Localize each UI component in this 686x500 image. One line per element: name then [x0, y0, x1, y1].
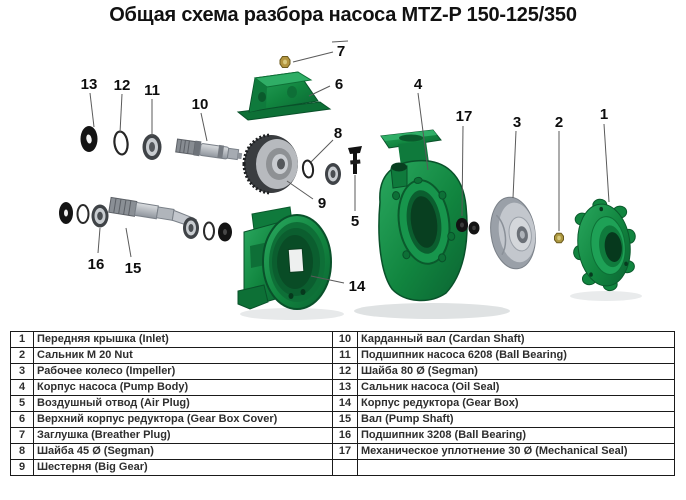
part-label-4: 4 — [413, 76, 423, 93]
part-number-cell: 7 — [11, 428, 34, 444]
part-name-cell: Верхний корпус редуктора (Gear Box Cover) — [34, 412, 333, 428]
part-label-15: 15 — [124, 260, 142, 277]
part-number-cell: 12 — [333, 364, 358, 380]
part-number-cell: 4 — [11, 380, 34, 396]
part-number-cell: 6 — [11, 412, 34, 428]
oil-seal-small-part — [59, 202, 73, 224]
part-name-cell: Корпус редуктора (Gear Box) — [358, 396, 675, 412]
bearing-mid-part — [183, 217, 199, 239]
gear-box-part — [238, 207, 331, 309]
bearing-small-part — [325, 163, 341, 185]
segman-45-part — [302, 160, 314, 178]
table-row — [11, 428, 675, 444]
part-number-cell: 13 — [333, 380, 358, 396]
part-number-cell: 5 — [11, 396, 34, 412]
table-row — [11, 332, 675, 348]
table-row — [11, 380, 675, 396]
part-label-11: 11 — [144, 82, 160, 99]
table-row — [11, 396, 675, 412]
part-number-cell: 15 — [333, 412, 358, 428]
segman-80-part — [113, 131, 129, 155]
big-gear-part — [244, 135, 298, 193]
part-name-cell: Механическое уплотнение 30 Ø (Mechanical Seal) — [358, 444, 675, 460]
part-label-9: 9 — [317, 195, 327, 212]
part-name-cell: Шестерня (Big Gear) — [34, 460, 333, 476]
part-name-cell: Сальник насоса (Oil Seal) — [358, 380, 675, 396]
seal-mid-part — [218, 223, 232, 242]
part-number-cell: 11 — [333, 348, 358, 364]
bearing-3208-part — [92, 205, 109, 228]
part-name-cell: Карданный вал (Cardan Shaft) — [358, 332, 675, 348]
part-label-7: 7 — [336, 43, 346, 60]
part-label-2: 2 — [554, 114, 564, 131]
part-label-8: 8 — [333, 125, 343, 142]
part-name-cell: Сальник M 20 Nut — [34, 348, 333, 364]
part-name-cell: Шайба 45 Ø (Segman) — [34, 444, 333, 460]
bearing-6208-part — [143, 134, 162, 160]
part-number-cell: 10 — [333, 332, 358, 348]
part-name-cell — [358, 460, 675, 476]
part-number-cell: 17 — [333, 444, 358, 460]
part-name-cell: Передняя крышка (Inlet) — [34, 332, 333, 348]
part-name-cell: Шайба 80 Ø (Segman) — [358, 364, 675, 380]
part-number-cell: 8 — [11, 444, 34, 460]
part-name-cell: Заглушка (Breather Plug) — [34, 428, 333, 444]
page-title: Общая схема разбора насоса MTZ-P 150-125/350 — [109, 4, 577, 26]
table-row — [11, 444, 675, 460]
breather-plug-part — [280, 57, 290, 68]
impeller-nut-part — [555, 233, 564, 243]
air-plug-part — [348, 146, 362, 174]
part-label-3: 3 — [512, 114, 522, 131]
oil-seal-part — [81, 126, 98, 152]
part-label-16: 16 — [87, 256, 105, 273]
table-row — [11, 412, 675, 428]
part-number-cell: 14 — [333, 396, 358, 412]
part-label-1: 1 — [599, 106, 609, 123]
part-number-cell: 16 — [333, 428, 358, 444]
part-name-cell: Вал (Pump Shaft) — [358, 412, 675, 428]
part-label-10: 10 — [191, 96, 209, 113]
table-row — [11, 460, 675, 476]
part-name-cell: Подшипник 3208 (Ball Bearing) — [358, 428, 675, 444]
pump-body-part — [379, 130, 467, 300]
part-number-cell: 1 — [11, 332, 34, 348]
part-number-cell: 2 — [11, 348, 34, 364]
part-number-cell: 9 — [11, 460, 34, 476]
part-label-6: 6 — [334, 76, 344, 93]
table-row — [11, 364, 675, 380]
cardan-shaft-part — [176, 138, 243, 162]
gear-box-cover-part — [238, 72, 330, 120]
part-name-cell: Воздушный отвод (Air Plug) — [34, 396, 333, 412]
part-label-17: 17 — [455, 108, 473, 125]
parts-table — [10, 331, 675, 476]
ring-mid-part — [204, 223, 214, 240]
front-cover-part — [568, 196, 640, 294]
part-name-cell: Подшипник насоса 6208 (Ball Bearing) — [358, 348, 675, 364]
table-row — [11, 348, 675, 364]
part-label-12: 12 — [113, 77, 131, 94]
part-label-14: 14 — [348, 278, 366, 295]
ring-small-part — [78, 205, 89, 223]
part-name-cell: Рабочее колесо (Impeller) — [34, 364, 333, 380]
part-name-cell: Корпус насоса (Pump Body) — [34, 380, 333, 396]
part-label-13: 13 — [80, 76, 98, 93]
part-number-cell — [333, 460, 358, 476]
part-label-5: 5 — [350, 213, 360, 230]
part-number-cell: 3 — [11, 364, 34, 380]
impeller-part — [486, 194, 540, 271]
